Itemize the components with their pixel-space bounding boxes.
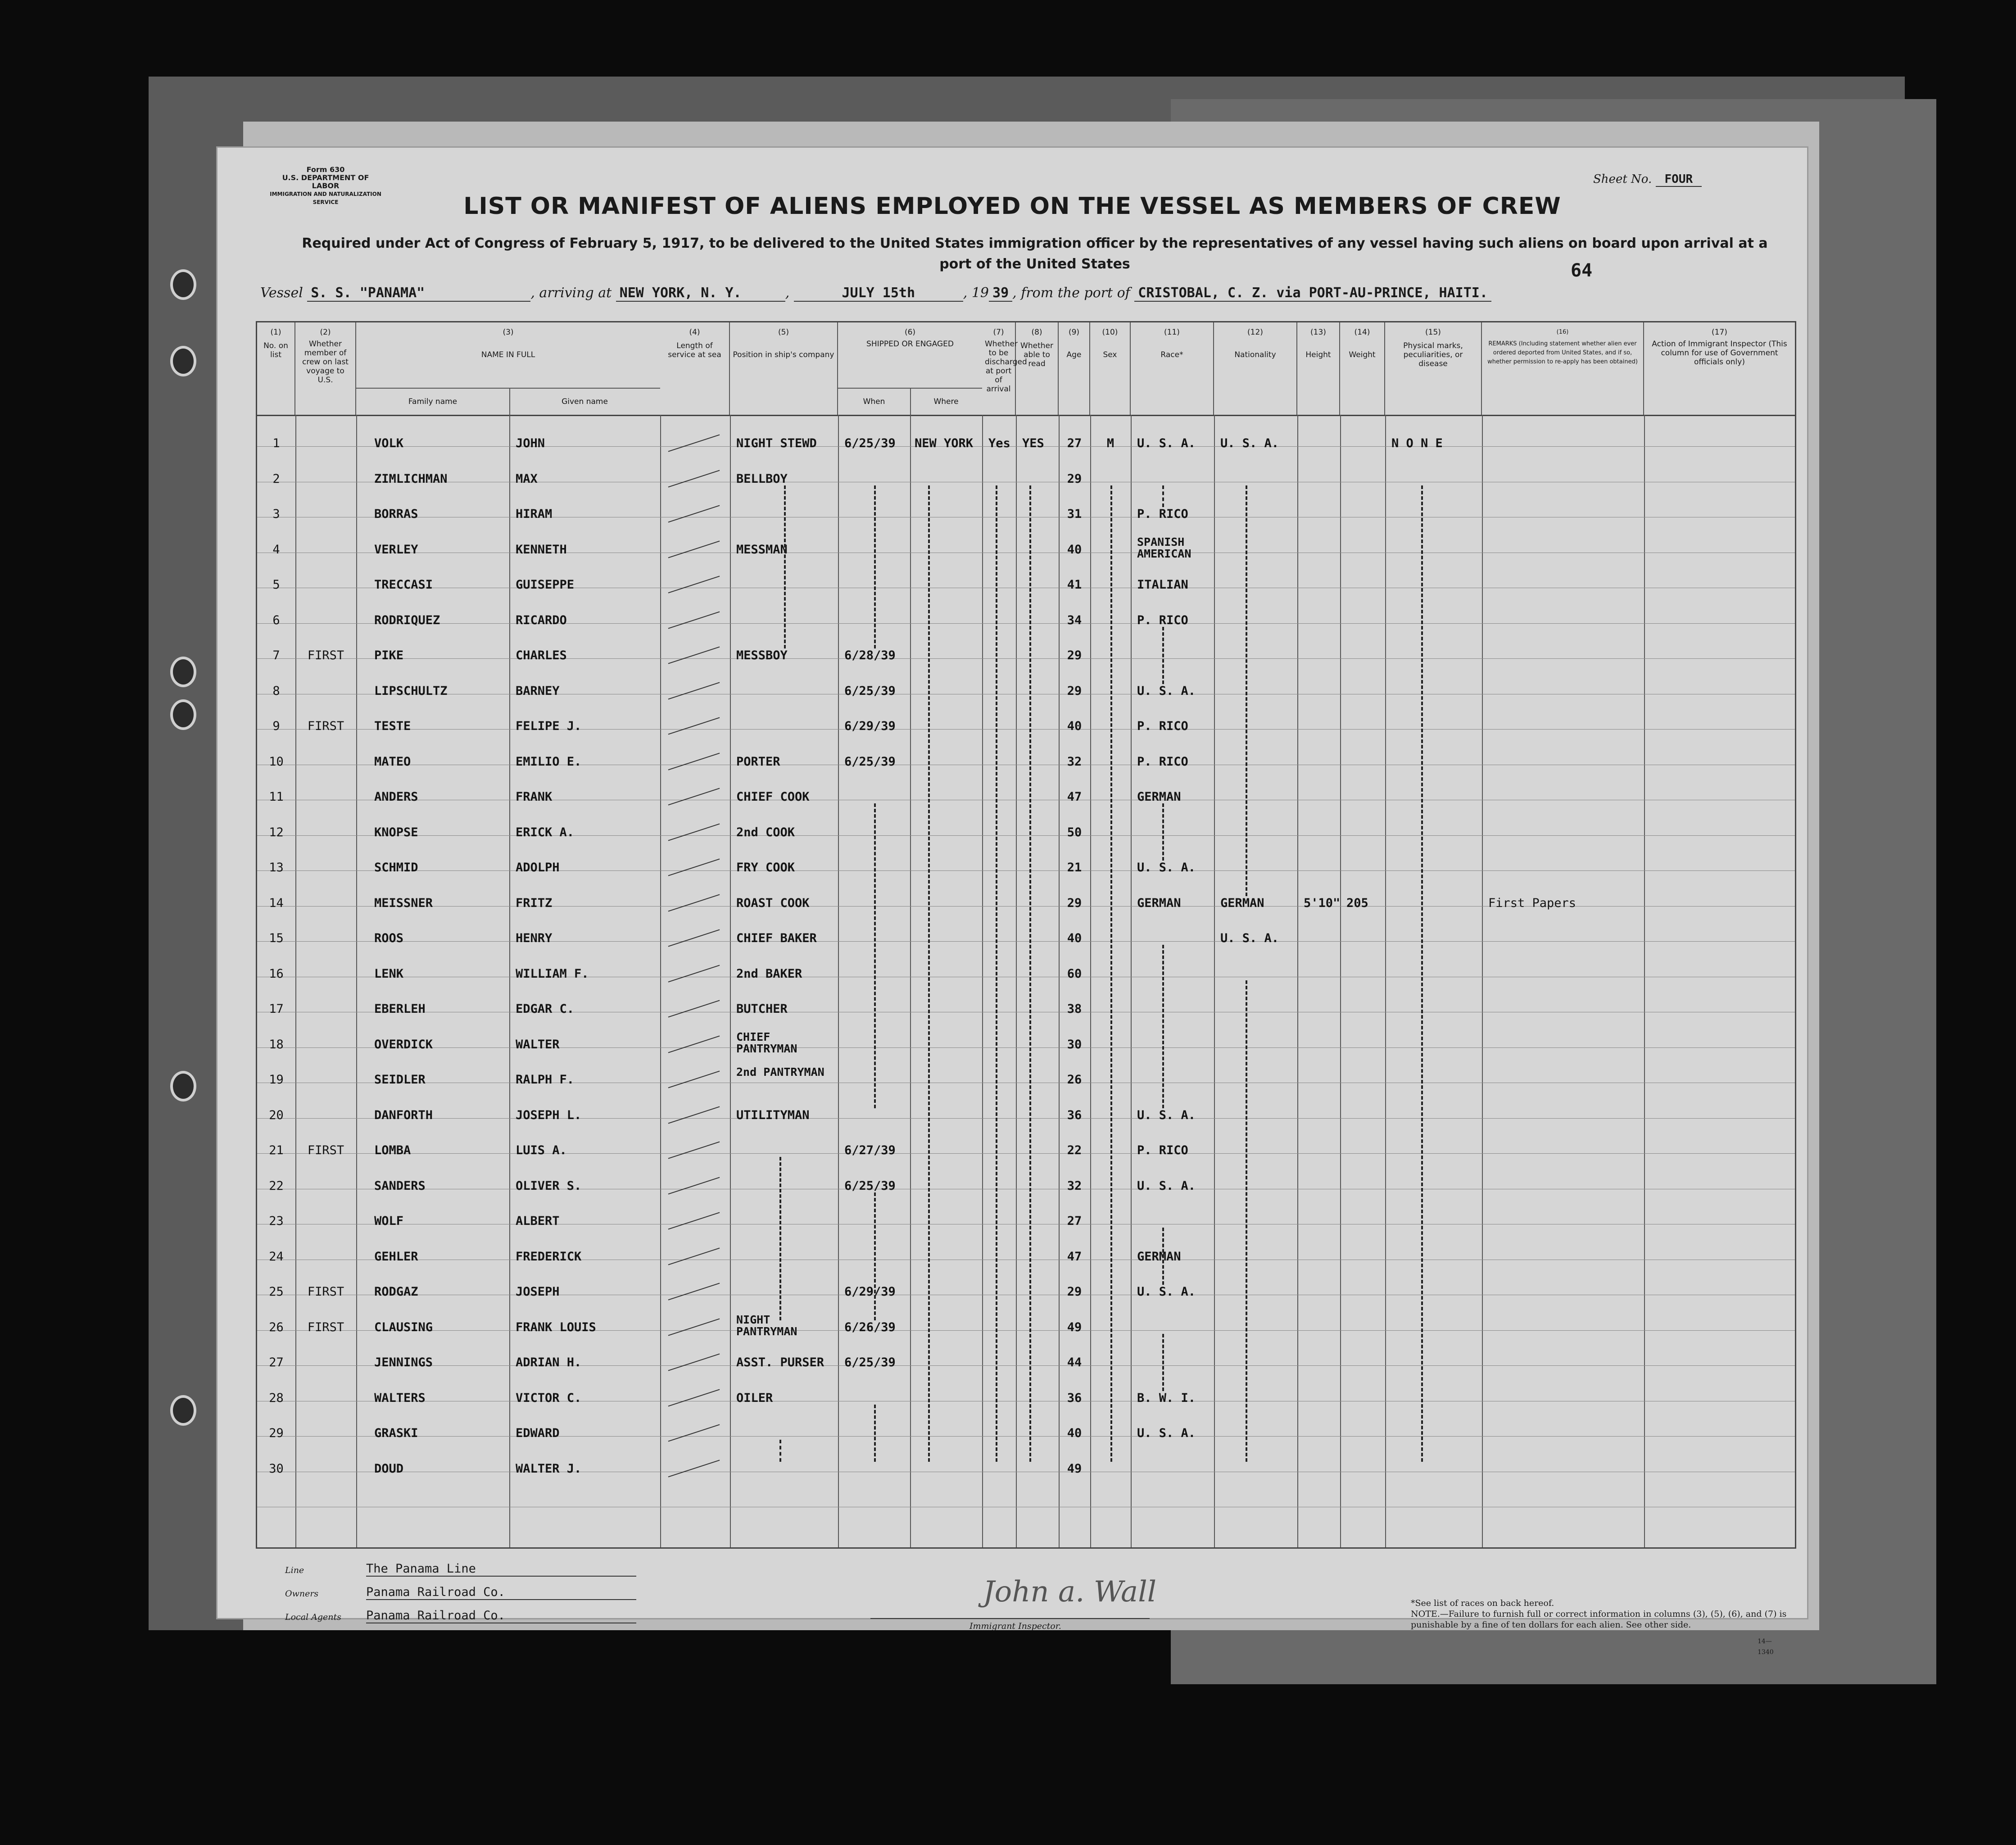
row-nat: U. S. A. xyxy=(1220,931,1279,945)
row-position: NIGHT STEWD xyxy=(736,436,817,450)
row-age: 49 xyxy=(1067,1461,1082,1476)
row-family: TRECCASI xyxy=(374,578,433,592)
row-given: EDWARD xyxy=(516,1426,560,1440)
header-position: (5) Position in ship's company xyxy=(730,322,838,415)
ditto-line xyxy=(1246,485,1247,896)
length-of-service-mark xyxy=(668,540,720,558)
length-of-service-mark xyxy=(668,1000,720,1018)
row-age: 29 xyxy=(1067,684,1082,698)
row-given: ADRIAN H. xyxy=(516,1355,582,1369)
row-given: ERICK A. xyxy=(516,825,575,839)
row-given: OLIVER S. xyxy=(516,1179,582,1193)
ditto-line xyxy=(874,1192,876,1320)
length-of-service-mark xyxy=(668,611,720,629)
row-given: HENRY xyxy=(516,931,553,945)
row-given: EDGAR C. xyxy=(516,1002,575,1016)
row-where: NEW YORK xyxy=(915,436,974,450)
row-age: 29 xyxy=(1067,471,1082,486)
row-family: WOLF xyxy=(374,1214,404,1228)
row-no: 1 xyxy=(272,436,280,450)
ditto-line xyxy=(779,1157,781,1320)
ditto-line xyxy=(928,485,930,1462)
row-no: 13 xyxy=(269,861,284,875)
row-when: 6/27/39 xyxy=(844,1143,896,1157)
header-discharged: (7) Whether to be discharged at port of arrival xyxy=(982,322,1016,415)
punch-hole-icon xyxy=(170,1071,196,1102)
row-weight: 205 xyxy=(1346,896,1368,910)
row-no: 24 xyxy=(269,1249,284,1264)
row-family: ANDERS xyxy=(374,790,418,804)
row-family: ROOS xyxy=(374,931,404,945)
row-no: 19 xyxy=(269,1073,284,1087)
ditto-line xyxy=(1162,485,1164,508)
punch-hole-icon xyxy=(170,269,196,300)
row-marks: N O N E xyxy=(1391,436,1443,450)
row-family: SEIDLER xyxy=(374,1073,426,1087)
ditto-line xyxy=(1029,485,1031,1462)
ditto-line xyxy=(779,1440,781,1462)
row-race: U. S. A. xyxy=(1137,1426,1196,1440)
row-nat: GERMAN xyxy=(1220,896,1264,910)
length-of-service-mark xyxy=(668,965,720,982)
header-no-on-list: (1) No. on list xyxy=(257,322,295,415)
header-age: (9) Age xyxy=(1059,322,1090,415)
row-age: 32 xyxy=(1067,1179,1082,1193)
row-last: FIRST xyxy=(307,1143,344,1157)
row-family: DANFORTH xyxy=(374,1108,433,1122)
row-age: 47 xyxy=(1067,1249,1082,1264)
header-nationality: (12) Nationality xyxy=(1214,322,1297,415)
row-no: 7 xyxy=(272,648,280,662)
row-race: GERMAN xyxy=(1137,790,1181,804)
row-race: U. S. A. xyxy=(1137,684,1196,698)
row-height: 5'10" xyxy=(1304,896,1341,910)
vessel-line: Vessel S. S. "PANAMA" , arriving at NEW YORK, N. Y. , JULY 15th , 19 39 , from the port of CRISTOBAL, C. Z. via PORT-AU-PRINCE, HAITI. xyxy=(260,285,1791,302)
row-last: FIRST xyxy=(307,1320,344,1334)
row-given: CHARLES xyxy=(516,648,567,662)
row-age: 32 xyxy=(1067,754,1082,769)
row-age: 29 xyxy=(1067,896,1082,910)
length-of-service-mark xyxy=(668,682,720,699)
header-when: When xyxy=(863,397,885,406)
row-family: CLAUSING xyxy=(374,1320,433,1334)
row-age: 26 xyxy=(1067,1073,1082,1087)
row-age: 29 xyxy=(1067,1285,1082,1299)
row-no: 9 xyxy=(272,719,280,733)
length-of-service-mark xyxy=(668,929,720,947)
row-race: U. S. A. xyxy=(1137,1179,1196,1193)
line-value: The Panama Line xyxy=(366,1562,636,1577)
row-remarks: First Papers xyxy=(1488,896,1577,910)
page-title: LIST OR MANIFEST OF ALIENS EMPLOYED ON THE VESSEL AS MEMBERS OF CREW xyxy=(463,193,1561,220)
inspector-signature: John a. Wall xyxy=(983,1575,1157,1609)
row-race: U. S. A. xyxy=(1137,1108,1196,1122)
punch-hole-icon xyxy=(170,699,196,730)
row-age: 21 xyxy=(1067,861,1082,875)
row-given: JOSEPH L. xyxy=(516,1108,582,1122)
punch-hole-icon xyxy=(170,657,196,687)
row-age: 22 xyxy=(1067,1143,1082,1157)
row-age: 36 xyxy=(1067,1108,1082,1122)
row-family: RODGAZ xyxy=(374,1285,418,1299)
row-family: MEISSNER xyxy=(374,896,433,910)
row-when: 6/25/39 xyxy=(844,754,896,769)
row-family: LIPSCHULTZ xyxy=(374,684,448,698)
row-age: 47 xyxy=(1067,790,1082,804)
line-label: Line xyxy=(285,1565,304,1575)
row-age: 41 xyxy=(1067,578,1082,592)
row-no: 15 xyxy=(269,931,284,945)
page-subtitle: Required under Act of Congress of February 5, 1917, to be delivered to the United States immigration officer by the representatives of any vessel having such aliens on board upon arrival at a port of the United States xyxy=(302,236,1768,272)
row-given: LUIS A. xyxy=(516,1143,567,1157)
row-family: SANDERS xyxy=(374,1179,426,1193)
row-age: 27 xyxy=(1067,1214,1082,1228)
row-given: RICARDO xyxy=(516,613,567,627)
row-family: VOLK xyxy=(374,436,404,450)
ditto-line xyxy=(874,803,876,1108)
row-family: DOUD xyxy=(374,1461,404,1476)
row-no: 6 xyxy=(272,613,280,627)
row-age: 27 xyxy=(1067,436,1082,450)
row-no: 25 xyxy=(269,1285,284,1299)
length-of-service-mark xyxy=(668,1142,720,1159)
row-race: P. RICO xyxy=(1137,1143,1188,1157)
row-no: 27 xyxy=(269,1355,284,1369)
row-given: EMILIO E. xyxy=(516,754,582,769)
row-family: GEHLER xyxy=(374,1249,418,1264)
row-family: MATEO xyxy=(374,754,411,769)
length-of-service-mark xyxy=(668,753,720,770)
row-race: P. RICO xyxy=(1137,507,1188,521)
length-of-service-mark xyxy=(668,1354,720,1371)
header-last-voyage: (2) Whether member of crew on last voyage to U.S. xyxy=(295,322,356,415)
row-given: FRANK xyxy=(516,790,553,804)
row-age: 40 xyxy=(1067,1426,1082,1440)
row-last: FIRST xyxy=(307,648,344,662)
row-read: YES xyxy=(1022,436,1044,450)
header-length-of-service: (4) Length of service at sea xyxy=(660,322,730,415)
row-given: VICTOR C. xyxy=(516,1391,582,1405)
form-identifier: Form 630 U.S. DEPARTMENT OF LABOR IMMIGRATION AND NATURALIZATION SERVICE xyxy=(270,165,381,205)
punch-hole-icon xyxy=(170,1395,196,1426)
row-given: BARNEY xyxy=(516,684,560,698)
row-position: 2nd BAKER xyxy=(736,966,802,981)
length-of-service-mark xyxy=(668,470,720,487)
row-family: ZIMLICHMAN xyxy=(374,471,448,486)
row-position: 2nd PANTRYMAN xyxy=(736,1065,825,1079)
row-position: BUTCHER xyxy=(736,1002,788,1016)
row-no: 17 xyxy=(269,1002,284,1016)
row-family: EBERLEH xyxy=(374,1002,426,1016)
row-age: 30 xyxy=(1067,1037,1082,1052)
row-position: CHIEF COOK xyxy=(736,790,810,804)
row-no: 21 xyxy=(269,1143,284,1157)
length-of-service-mark xyxy=(668,823,720,841)
length-of-service-mark xyxy=(668,1247,720,1265)
ditto-line xyxy=(1162,945,1164,1108)
ditto-line xyxy=(1421,485,1423,1462)
header-race: (11) Race* xyxy=(1131,322,1214,415)
row-given: WILLIAM F. xyxy=(516,966,589,981)
row-no: 11 xyxy=(269,790,284,804)
row-family: PIKE xyxy=(374,648,404,662)
row-position: OILER xyxy=(736,1391,773,1405)
row-position: ASST. PURSER xyxy=(736,1355,825,1369)
row-given: FRITZ xyxy=(516,896,553,910)
row-no: 4 xyxy=(272,542,280,557)
row-position: PORTER xyxy=(736,754,780,769)
row-given: GUISEPPE xyxy=(516,578,575,592)
row-family: TESTE xyxy=(374,719,411,733)
row-position: CHIEF BAKER xyxy=(736,931,817,945)
row-no: 20 xyxy=(269,1108,284,1122)
row-age: 50 xyxy=(1067,825,1082,839)
row-age: 40 xyxy=(1067,719,1082,733)
row-when: 6/29/39 xyxy=(844,1285,896,1299)
row-age: 40 xyxy=(1067,931,1082,945)
length-of-service-mark xyxy=(668,1389,720,1406)
row-family: WALTERS xyxy=(374,1391,426,1405)
row-position: FRY COOK xyxy=(736,861,795,875)
crew-table xyxy=(256,321,1796,1549)
row-race: ITALIAN xyxy=(1137,578,1188,592)
row-family: LOMBA xyxy=(374,1143,411,1157)
row-no: 29 xyxy=(269,1426,284,1440)
row-given: JOSEPH xyxy=(516,1285,560,1299)
ditto-line xyxy=(1162,1228,1164,1285)
row-no: 30 xyxy=(269,1461,284,1476)
row-position: MESSMAN xyxy=(736,542,788,557)
row-sex: M xyxy=(1106,436,1114,450)
manifest-sheet xyxy=(216,146,1808,1656)
row-no: 2 xyxy=(272,471,280,486)
row-race: U. S. A. xyxy=(1137,436,1196,450)
owners-label: Owners xyxy=(285,1589,319,1599)
sheet-number: Sheet No. FOUR xyxy=(1593,172,1702,186)
header-weight: (14) Weight xyxy=(1340,322,1385,415)
row-no: 22 xyxy=(269,1179,284,1193)
row-given: FRANK LOUIS xyxy=(516,1320,596,1334)
row-position: UTILITYMAN xyxy=(736,1108,810,1122)
ditto-line xyxy=(874,485,876,649)
row-given: HIRAM xyxy=(516,507,553,521)
length-of-service-mark xyxy=(668,1212,720,1230)
row-race: SPANISH AMERICAN xyxy=(1137,535,1191,560)
header-name-in-full: (3) NAME IN FULL xyxy=(481,328,535,359)
row-given: KENNETH xyxy=(516,542,567,557)
row-given: RALPH F. xyxy=(516,1073,575,1087)
row-given: WALTER xyxy=(516,1037,560,1052)
row-when: 6/28/39 xyxy=(844,648,896,662)
inspector-label: Immigrant Inspector. xyxy=(969,1621,1061,1631)
ditto-line xyxy=(1162,1334,1164,1391)
row-when: 6/25/39 xyxy=(844,436,896,450)
row-race: P. RICO xyxy=(1137,719,1188,733)
row-family: OVERDICK xyxy=(374,1037,433,1052)
form-code: 14—1340 xyxy=(1758,1638,1774,1656)
length-of-service-mark xyxy=(668,647,720,664)
row-family: BORRAS xyxy=(374,507,418,521)
row-age: 49 xyxy=(1067,1320,1082,1334)
row-no: 28 xyxy=(269,1391,284,1405)
agents-label: Local Agents xyxy=(285,1612,341,1622)
row-given: ALBERT xyxy=(516,1214,560,1228)
ditto-line xyxy=(1162,627,1164,684)
row-race: U. S. A. xyxy=(1137,1285,1196,1299)
row-family: SCHMID xyxy=(374,861,418,875)
row-no: 23 xyxy=(269,1214,284,1228)
agents-value: Panama Railroad Co. xyxy=(366,1609,636,1623)
row-last: FIRST xyxy=(307,1285,344,1299)
header-sex: (10) Sex xyxy=(1090,322,1131,415)
header-height: (13) Height xyxy=(1297,322,1340,415)
row-age: 44 xyxy=(1067,1355,1082,1369)
row-when: 6/25/39 xyxy=(844,1179,896,1193)
row-position: MESSBOY xyxy=(736,648,788,662)
ditto-line xyxy=(784,485,786,649)
row-disch: Yes xyxy=(988,436,1010,450)
row-when: 6/29/39 xyxy=(844,719,896,733)
row-race: B. W. I. xyxy=(1137,1391,1196,1405)
row-age: 36 xyxy=(1067,1391,1082,1405)
row-when: 6/25/39 xyxy=(844,1355,896,1369)
length-of-service-mark xyxy=(668,1177,720,1194)
row-position: ROAST COOK xyxy=(736,896,810,910)
punch-hole-icon xyxy=(170,346,196,376)
header-remarks: (16) REMARKS (Including statement whether alien ever ordered deported from United States, and if so, whether permission to re-apply has been obtained) xyxy=(1482,322,1644,415)
header-where: Where xyxy=(933,397,959,406)
length-of-service-mark xyxy=(668,1283,720,1301)
header-given-name: Given name xyxy=(562,397,608,406)
row-no: 5 xyxy=(272,578,280,592)
row-position: CHIEF PANTRYMAN xyxy=(736,1030,797,1055)
row-family: JENNINGS xyxy=(374,1355,433,1369)
length-of-service-mark xyxy=(668,576,720,594)
ditto-line xyxy=(1162,803,1164,861)
length-of-service-mark xyxy=(668,717,720,735)
manifest-footer xyxy=(285,1557,1787,1692)
row-nat: U. S. A. xyxy=(1220,436,1279,450)
row-last: FIRST xyxy=(307,719,344,733)
header-able-to-read: (8) Whether able to read xyxy=(1016,322,1059,415)
row-family: VERLEY xyxy=(374,542,418,557)
row-position: 2nd COOK xyxy=(736,825,795,839)
header-shipped-or-engaged: (6) SHIPPED OR ENGAGED xyxy=(866,328,954,349)
row-no: 26 xyxy=(269,1320,284,1334)
length-of-service-mark xyxy=(668,435,720,452)
row-age: 40 xyxy=(1067,542,1082,557)
length-of-service-mark xyxy=(668,1106,720,1124)
row-given: JOHN xyxy=(516,436,545,450)
row-age: 31 xyxy=(1067,507,1082,521)
row-no: 16 xyxy=(269,966,284,981)
row-no: 18 xyxy=(269,1037,284,1052)
row-no: 8 xyxy=(272,684,280,698)
length-of-service-mark xyxy=(668,894,720,911)
row-given: WALTER J. xyxy=(516,1461,582,1476)
row-position: NIGHT PANTRYMAN xyxy=(736,1313,797,1338)
ditto-line xyxy=(1110,485,1112,1462)
row-given: FREDERICK xyxy=(516,1249,582,1264)
length-of-service-mark xyxy=(668,1460,720,1477)
row-race: P. RICO xyxy=(1137,613,1188,627)
length-of-service-mark xyxy=(668,788,720,806)
row-when: 6/25/39 xyxy=(844,684,896,698)
ditto-line xyxy=(996,485,997,1462)
length-of-service-mark xyxy=(668,505,720,523)
row-age: 38 xyxy=(1067,1002,1082,1016)
header-action-of-inspector: (17) Action of Immigrant Inspector (This column for use of Government officials only) xyxy=(1652,328,1787,367)
length-of-service-mark xyxy=(668,1035,720,1053)
row-given: ADOLPH xyxy=(516,861,560,875)
header-family-name: Family name xyxy=(408,397,458,406)
header-physical-marks: (15) Physical marks, peculiarities, or disease xyxy=(1385,322,1482,415)
row-no: 12 xyxy=(269,825,284,839)
row-age: 34 xyxy=(1067,613,1082,627)
row-race: GERMAN xyxy=(1137,1249,1181,1264)
row-age: 29 xyxy=(1067,648,1082,662)
length-of-service-mark xyxy=(668,1318,720,1336)
length-of-service-mark xyxy=(668,1424,720,1442)
row-no: 10 xyxy=(269,754,284,769)
row-race: P. RICO xyxy=(1137,754,1188,769)
row-family: GRASKI xyxy=(374,1426,418,1440)
footer-note: *See list of races on back hereof. NOTE.—Failure to furnish full or correct information in columns (3), (5), (6), and (7) is punishable by a fine of ten dollars for each alien. See other side. xyxy=(1411,1598,1787,1630)
row-age: 60 xyxy=(1067,966,1082,981)
length-of-service-mark xyxy=(668,1071,720,1088)
row-no: 14 xyxy=(269,896,284,910)
row-position: BELLBOY xyxy=(736,471,788,486)
row-race: GERMAN xyxy=(1137,896,1181,910)
owners-value: Panama Railroad Co. xyxy=(366,1585,636,1600)
row-race: U. S. A. xyxy=(1137,861,1196,875)
row-given: FELIPE J. xyxy=(516,719,582,733)
row-given: MAX xyxy=(516,471,538,486)
ditto-line xyxy=(874,1405,876,1462)
row-family: RODRIQUEZ xyxy=(374,613,440,627)
ditto-line xyxy=(1246,980,1247,1462)
row-family: LENK xyxy=(374,966,404,981)
length-of-service-mark xyxy=(668,859,720,876)
row-when: 6/26/39 xyxy=(844,1320,896,1334)
row-family: KNOPSE xyxy=(374,825,418,839)
page-number: 64 xyxy=(1571,260,1593,281)
row-no: 3 xyxy=(272,507,280,521)
